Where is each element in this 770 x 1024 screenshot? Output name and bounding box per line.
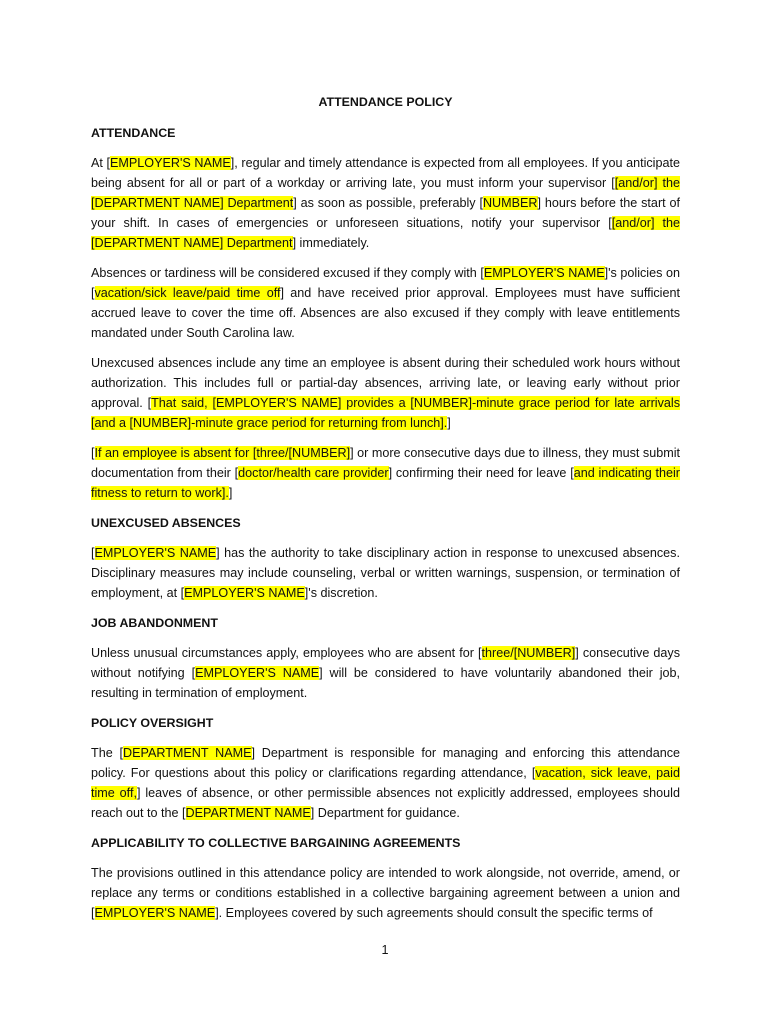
text-run: ]. Employees covered by such agreements should consult the specific terms of [215, 906, 653, 920]
text-run: ] will be considered to have voluntarily abandoned their job, resulting in termination of employment. [91, 666, 680, 700]
page-number: 1 [381, 943, 389, 957]
body-paragraph [91, 443, 680, 503]
highlighted-placeholder: EMPLOYER'S NAME [110, 156, 231, 170]
highlighted-placeholder: DEPARTMENT NAME [122, 746, 252, 760]
text-run: ] leaves of absence, or other permissible absences not explicitly addressed, employees should reach out to the [ [91, 786, 680, 820]
text-run: ] [228, 486, 233, 500]
text-run: [ [91, 546, 95, 560]
text-run: Unless unusual circumstances apply, employees who are absent for [ [91, 646, 482, 660]
text-run: ] hours before the start of your shift. In cases of emergencies or unforeseen situations, notify your supervisor [ [91, 196, 680, 230]
highlighted-placeholder: If an employee is absent for [three/[NUMBER] [94, 446, 351, 460]
text-run: [ [91, 446, 95, 460]
highlighted-placeholder: EMPLOYER'S NAME [483, 266, 605, 280]
text-run: The [ [91, 746, 123, 760]
highlighted-placeholder: That said, [EMPLOYER'S NAME] provides a [NUMBER]-minute grace period for late arrivals [and a [NUMBER]-minute grace period for returning from lunch]. [91, 396, 680, 430]
text-run: ] or more consecutive days due to illness, they must submit documentation from their [ [91, 446, 680, 480]
text-run: ]'s policies on [ [91, 266, 680, 300]
highlighted-placeholder: DEPARTMENT NAME [185, 806, 311, 820]
text-run: ] immediately. [292, 236, 370, 250]
section-heading: ATTENDANCE [91, 126, 176, 140]
text-run: Unexcused absences include any time an employee is absent during their scheduled work hours without authorization. This includes full or partial-day absences, arriving late, or leaving early without prior approval. [ [91, 356, 680, 410]
highlighted-placeholder: EMPLOYER'S NAME [94, 546, 217, 560]
body-paragraph [91, 263, 680, 343]
section-heading: UNEXCUSED ABSENCES [91, 516, 241, 530]
highlighted-placeholder: three/[NUMBER] [481, 646, 576, 660]
text-run: ] and have received prior approval. Employees must have sufficient accrued leave to cover the time off. Absences are also excused if they comply with leave entitlements mandated under South Carolina law. [91, 286, 680, 340]
document-body [91, 92, 680, 933]
highlighted-placeholder: NUMBER [482, 196, 538, 210]
body-paragraph [91, 863, 680, 923]
body-paragraph [91, 353, 680, 433]
text-run: ]'s discretion. [304, 586, 378, 600]
highlighted-placeholder: EMPLOYER'S NAME [94, 906, 216, 920]
body-paragraph [91, 153, 680, 253]
highlighted-placeholder: vacation, sick leave, paid time off, [91, 766, 680, 800]
text-run: ] [447, 416, 451, 430]
section-heading: APPLICABILITY TO COLLECTIVE BARGAINING AGREEMENTS [91, 836, 461, 850]
text-run: The provisions outlined in this attendance policy are intended to work alongside, not override, amend, or replace any terms or conditions established in a collective bargaining agreement between a union and [ [91, 866, 680, 920]
text-run: ] consecutive days without notifying [ [91, 646, 681, 680]
highlighted-placeholder: EMPLOYER'S NAME [195, 666, 320, 680]
text-run: At [ [91, 156, 110, 170]
body-paragraph [91, 543, 680, 603]
highlighted-placeholder: [and/or] the [DEPARTMENT NAME] Department [91, 216, 680, 250]
text-run: ] confirming their need for leave [ [388, 466, 574, 480]
text-run: ] as soon as possible, preferably [ [293, 196, 483, 210]
section-heading: JOB ABANDONMENT [91, 616, 218, 630]
highlighted-placeholder: [and/or] the [DEPARTMENT NAME] Department [91, 176, 680, 210]
text-run: ], regular and timely attendance is expected from all employees. If you anticipate being absent for all or part of a workday or arriving late, you must inform your supervisor [ [91, 156, 680, 190]
body-paragraph [91, 643, 680, 703]
text-run: ] Department for guidance. [310, 806, 460, 820]
document-sections [91, 123, 680, 923]
text-run: ] has the authority to take disciplinary action in response to unexcused absences. Disciplinary measures may include counseling, verbal or written warnings, suspension, or termination of employment, at [ [91, 546, 680, 600]
body-paragraph [91, 743, 680, 823]
text-run: Absences or tardiness will be considered excused if they comply with [ [91, 266, 484, 280]
highlighted-placeholder: and indicating their fitness to return to work]. [91, 466, 680, 500]
highlighted-placeholder: EMPLOYER'S NAME [184, 586, 305, 600]
document-title: ATTENDANCE POLICY [318, 95, 453, 109]
text-run: ] Department is responsible for managing and enforcing this attendance policy. For questions about this policy or clarifications regarding attendance, [ [91, 746, 680, 780]
highlighted-placeholder: vacation/sick leave/paid time off [94, 286, 281, 300]
highlighted-placeholder: doctor/health care provider [238, 466, 389, 480]
section-heading: POLICY OVERSIGHT [91, 716, 214, 730]
